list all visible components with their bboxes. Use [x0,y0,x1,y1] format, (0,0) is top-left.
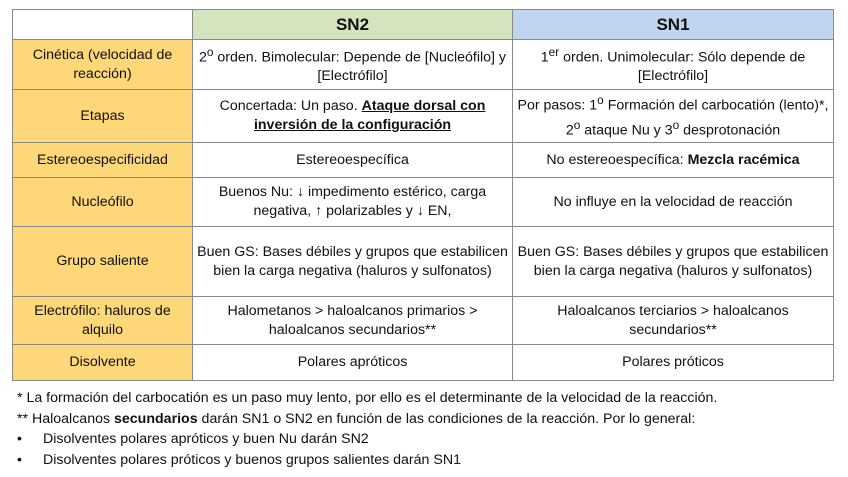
sn2-cinetica: 2$^o$ orden. Bimolecular: Depende de [Nucleófilo] y [Electrófilo] [193,40,513,90]
row-label-disolvente: Disolvente [13,345,193,381]
row-electrofilo [13,297,834,345]
sn1-nucleofilo: No influye en la velocidad de reacción [513,178,834,227]
row-label-electrofilo: Electrófilo: haluros de alquilo [13,297,193,345]
bullet-icon: • [17,451,22,468]
row-etapas [13,90,834,143]
header-row [13,10,834,40]
sn1-estereo: No estereoespecífica: Mezcla racémica [513,143,834,178]
list-item: • Disolventes polares próticos y buenos grupos salientes darán SN1 [17,450,837,471]
header-sn1: SN1 [513,10,834,40]
sn1-electrofilo: Haloalcanos terciarios > haloalcanos secundarios** [513,297,834,345]
sn2-grupo-saliente: Buen GS: Bases débiles y grupos que estabilicen bien la carga negativa (haluros y sulfonatos) [193,227,513,297]
row-grupo-saliente [13,227,834,297]
footnote-bullet-list [17,429,837,470]
sn2-etapas-emphasis: Ataque dorsal con inversión de la configuración [253,98,486,133]
footnote-secondary: ** Haloalcanos secundarios darán SN1 o SN2 en función de las condiciones de la reacción. Por lo general: [17,410,696,427]
sn2-electrofilo: Halometanos > haloalcanos primarios > haloalcanos secundarios** [193,297,513,345]
list-item: • Disolventes polares apróticos y buen Nu darán SN2 [17,429,837,450]
sn2-disolvente: Polares apróticos [193,345,513,381]
sn2-etapas: Concertada: Un paso. Ataque dorsal con inversión de la configuración [193,90,513,143]
row-disolvente [13,345,834,381]
sn1-disolvente: Polares próticos [513,345,834,381]
row-nucleofilo [13,178,834,227]
comparison-table [12,9,834,381]
footnote-carbocation: * La formación del carbocatión es un paso muy lento, por ello es el determinante de la velocidad de la reacción. [17,390,718,406]
row-label-etapas: Etapas [13,90,193,143]
corner-cell [13,10,193,40]
row-label-grupo-saliente: Grupo saliente [13,227,193,297]
sn1-grupo-saliente: Buen GS: Bases débiles y grupos que estabilicen bien la carga negativa (haluros y sulfonatos) [513,227,834,297]
row-cinetica [13,40,834,90]
row-label-estereo: Estereoespecificidad [13,143,193,178]
sn1-etapas: Por pasos: 1$^o$ Formación del carbocatión (lento)*, 2$^o$ ataque Nu y 3$^o$ desprotonación [513,90,834,143]
footnote-secondary-emphasis: secundarios [114,410,198,427]
row-estereo [13,143,834,178]
sn1-estereo-emphasis: Mezcla racémica [687,151,800,168]
row-label-nucleofilo: Nucleófilo [13,178,193,227]
sn2-estereo: Estereoespecífica [193,143,513,178]
sn2-nucleofilo: Buenos Nu: ↓ impedimento estérico, carga negativa, ↑ polarizables y ↓ EN, [193,178,513,227]
sn1-cinetica: 1er orden. Unimolecular: Sólo depende de [Electrófilo] [513,40,834,90]
bullet-icon: • [17,431,22,447]
header-sn2: SN2 [193,10,513,40]
footnotes [17,388,837,470]
row-label-cinetica: Cinética (velocidad de reacción) [13,40,193,90]
